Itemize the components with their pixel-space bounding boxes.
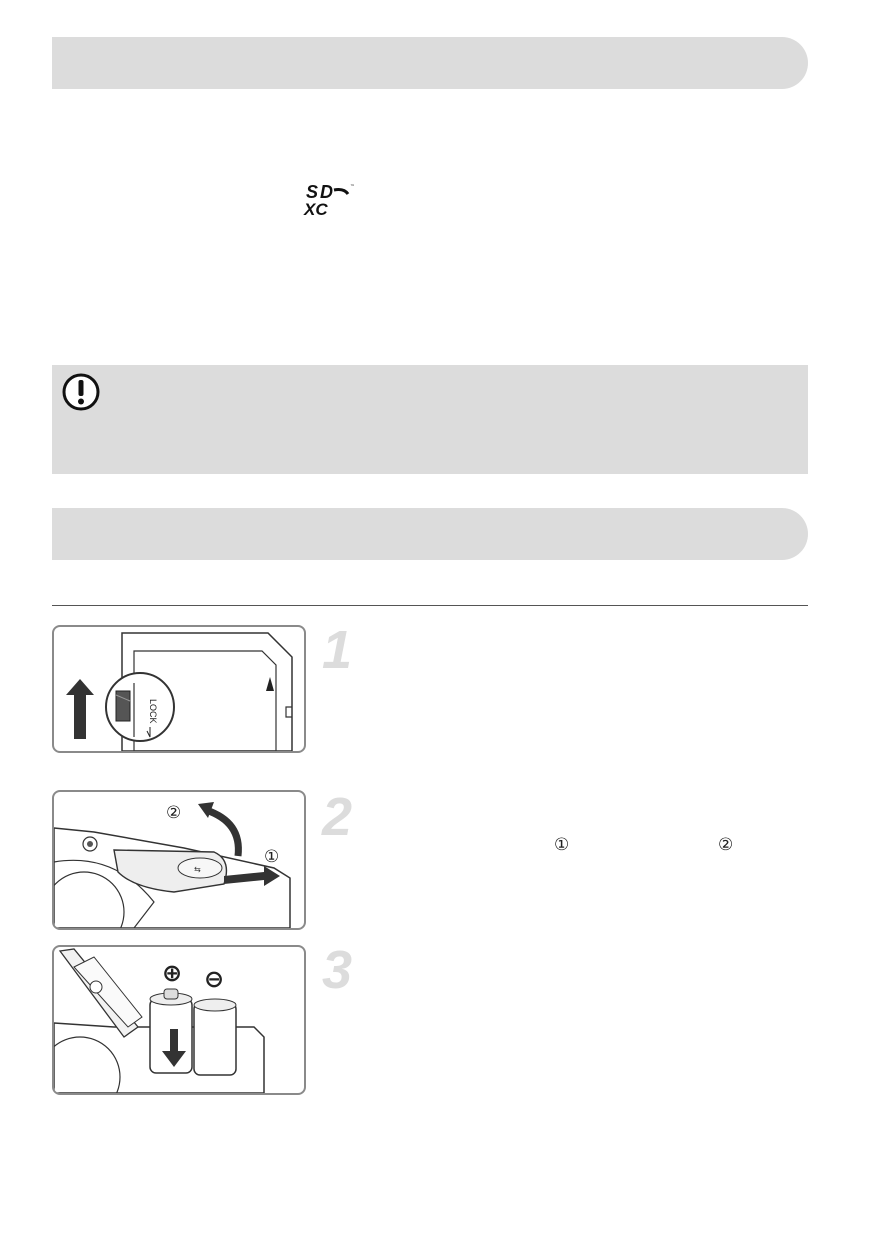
svg-text:S: S	[306, 182, 319, 202]
panel-marker-1: ①	[264, 847, 280, 867]
lock-label: LOCK	[148, 699, 158, 724]
svg-text:XC: XC	[304, 200, 328, 219]
plus-terminal-label: ⊕	[162, 959, 183, 987]
step-number-1: 1	[322, 620, 353, 680]
section-header-banner	[52, 37, 808, 89]
step-2-illustration	[52, 790, 306, 930]
step-1-illustration	[52, 625, 306, 753]
step-3-illustration	[52, 945, 306, 1095]
arrow-icon	[66, 679, 94, 739]
section-divider	[52, 605, 808, 606]
step-number-3: 3	[322, 940, 353, 1000]
svg-text:™: ™	[350, 184, 355, 190]
sdxc-logo	[300, 182, 360, 220]
panel-marker-2: ②	[166, 803, 182, 823]
svg-text:⇆: ⇆	[194, 865, 201, 874]
instruction-marker-1: ①	[554, 835, 570, 855]
instruction-marker-2: ②	[718, 835, 734, 855]
caution-icon	[60, 371, 102, 413]
caution-note-box	[52, 365, 808, 474]
step-number-2: 2	[322, 787, 353, 847]
svg-text:D: D	[320, 182, 333, 202]
section-header-banner-2	[52, 508, 808, 560]
minus-terminal-label: ⊖	[204, 965, 225, 993]
